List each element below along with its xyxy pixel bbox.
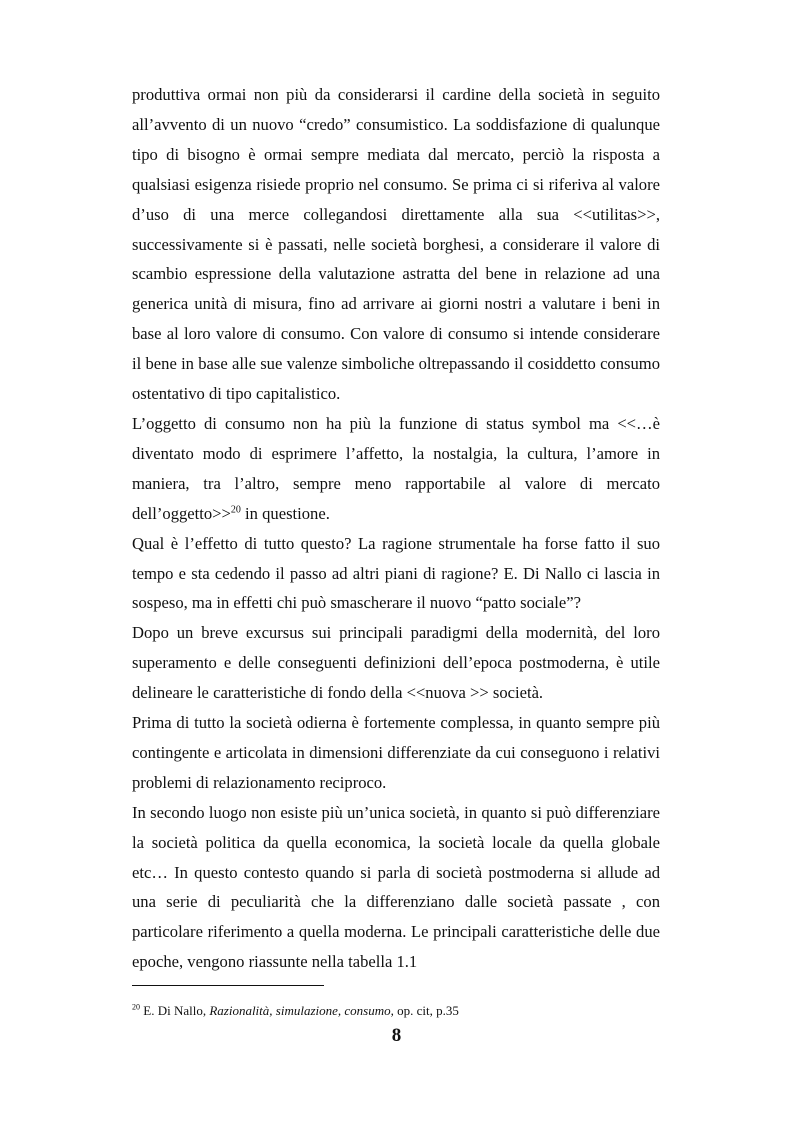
paragraph-3: Qual è l’effetto di tutto questo? La ragione strumentale ha forse fatto il suo tempo e sta cedendo il passo ad altri piani di ragione? E. Di Nallo ci lascia in sospeso, ma in effetti chi può smascherare il nuovo “patto sociale”? — [132, 533, 660, 613]
footnote-title: Razionalità, simulazione, consumo, — [209, 1003, 394, 1018]
footnote-author: E. Di Nallo, — [140, 1003, 210, 1018]
paragraph-4: Dopo un breve excursus sui principali paradigmi della modernità, del loro superamento e delle conseguenti definizioni dell’epoca postmoderna, è utile delineare le caratteristiche di fondo della <<nuova >> società. — [132, 623, 660, 703]
footnote-separator — [132, 985, 324, 986]
footnote-reference[interactable]: 20 — [230, 504, 241, 516]
paragraph-5: Prima di tutto la società odierna è fortemente complessa, in quanto sempre più contingente e articolata in dimensioni differenziate da cui conseguono i relativi problemi di relazionamento reciproco. — [132, 713, 660, 792]
paragraph-2-tail: in questione. — [240, 503, 330, 523]
paragraph-2 — [132, 409, 660, 529]
paragraph-2-text: L’oggetto di consumo non ha più la funzione di status symbol ma <<…è diventato modo di esprimere l’affetto, la nostalgia, la cultura, l’amore in maniera, tra l’altro, sempre meno rapportabile al valore di mercato dell’oggetto>> — [132, 413, 660, 523]
footnote-number: 20 — [132, 1002, 140, 1012]
paragraph-6: In secondo luogo non esiste più un’unica società, in quanto si può differenziare la società politica da quella economica, la società locale da quella globale etc… In questo contesto quando si parla di società postmoderna si allude ad una serie di peculiarità che la differenziano dalle società passate , con particolare riferimento a quella moderna. Le principali caratteristiche delle due epoche, vengono riassunte nella tabella 1.1 — [132, 802, 660, 972]
footnote — [132, 1002, 660, 1020]
page-number: 8 — [391, 1025, 402, 1046]
paragraph-1: produttiva ormai non più da considerarsi il cardine della società in seguito all’avvento di un nuovo “credo” consumistico. La soddisfazione di qualunque tipo di bisogno è ormai sempre mediata dal mercato, perciò la risposta a qualsiasi esigenza risiede proprio nel consumo. Se prima ci si riferiva al valore d’uso di una merce collegandosi direttamente alla sua <<utilitas>>, successivamente si è passati, nelle società borghesi, a considerare il valore di scambio espressione della valutazione astratta del bene in relazione ad una generica unità di misura, fino ad arrivare ai giorni nostri a valutare i beni in base al loro valore di consumo. Con valore di consumo si intende considerare il bene in base alle sue valenze simboliche oltrepassando il cosiddetto consumo ostentativo di tipo capitalistico. — [132, 85, 660, 404]
footnote-citation: op. cit, p.35 — [393, 1003, 459, 1018]
body-text — [132, 80, 660, 977]
